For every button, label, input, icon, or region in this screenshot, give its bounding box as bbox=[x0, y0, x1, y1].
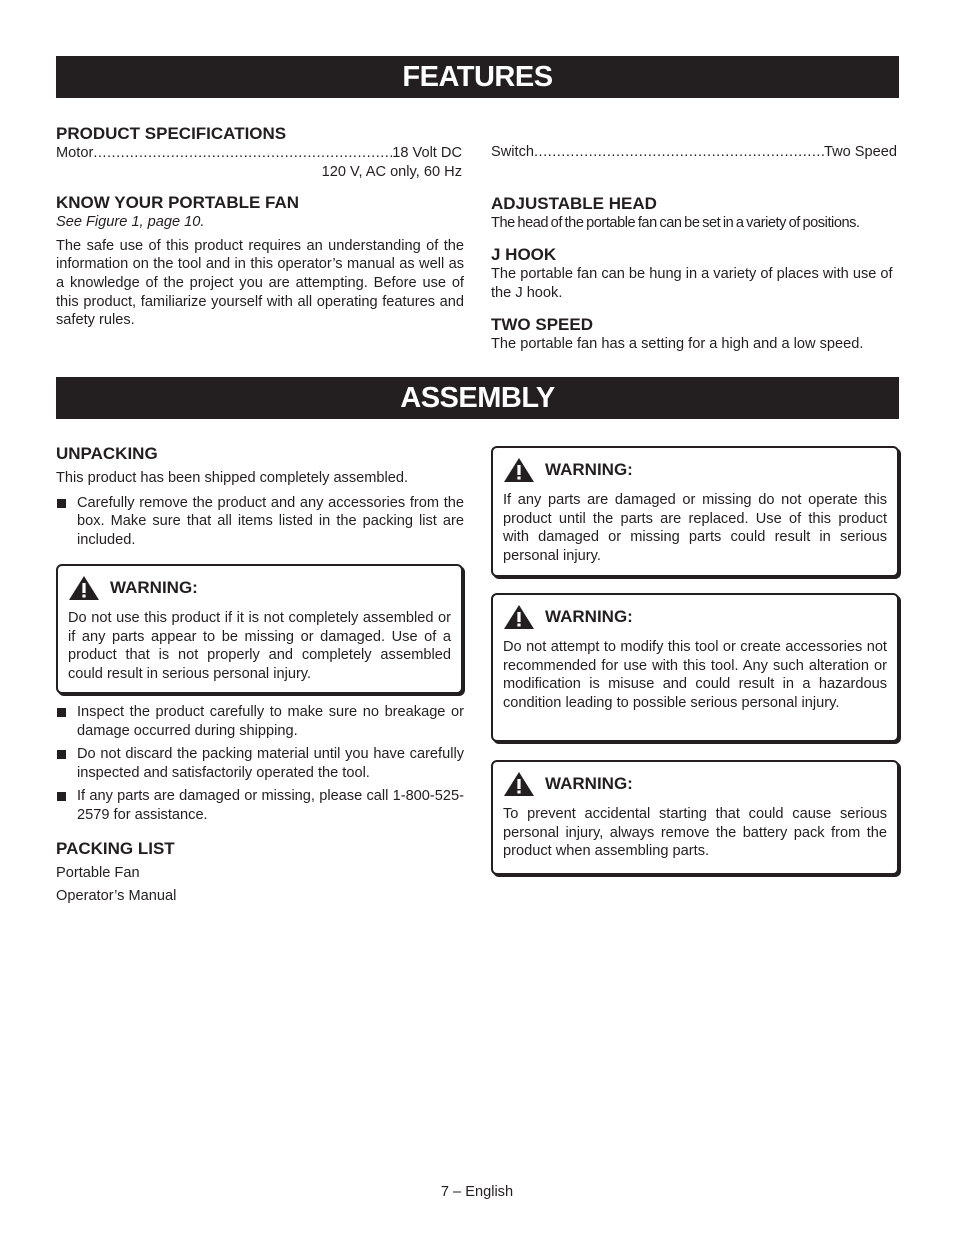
warning-box-right-2 bbox=[491, 593, 899, 742]
spec-motor-value-2: 120 V, AC only, 60 Hz bbox=[321, 163, 462, 180]
product-specifications-heading: PRODUCT SPECIFICATIONS bbox=[56, 124, 287, 143]
bullet-text: If any parts are damaged or missing, please call 1-800-525-2579 for assistance. bbox=[77, 788, 464, 823]
j-hook-body: The portable fan can be hung in a variety of places with use of the J hook. bbox=[491, 266, 893, 301]
figure-reference: See Figure 1, page 10. bbox=[56, 214, 205, 231]
warning-box-right-3 bbox=[491, 760, 899, 875]
page-footer: 7 – English bbox=[440, 1184, 514, 1200]
j-hook-heading: J HOOK bbox=[491, 245, 557, 265]
spec-motor-label: Motor bbox=[56, 145, 94, 161]
list-item bbox=[56, 703, 464, 740]
leader-dots bbox=[534, 143, 824, 162]
spec-row-switch bbox=[491, 143, 897, 162]
assembly-left-column-lower bbox=[56, 703, 464, 906]
features-banner: FEATURES bbox=[56, 56, 899, 98]
warning-triangle-icon bbox=[503, 457, 535, 483]
warning-label: WARNING: bbox=[110, 578, 198, 597]
spec-row-motor bbox=[56, 144, 462, 163]
assembly-left-column bbox=[56, 444, 464, 554]
warning-header bbox=[493, 603, 897, 631]
warning-text: To prevent accidental starting that could cause serious personal injury, always remove the battery pack from the product when assembling parts. bbox=[503, 806, 887, 860]
adjustable-head-body: The head of the portable fan can be set in a variety of positions. bbox=[491, 214, 860, 231]
warning-triangle-icon bbox=[503, 771, 535, 797]
list-item bbox=[56, 494, 464, 550]
warning-label: WARNING: bbox=[545, 774, 633, 793]
spec-switch-label: Switch bbox=[491, 144, 534, 160]
two-speed-heading: TWO SPEED bbox=[491, 315, 594, 335]
bullet-square-icon bbox=[57, 750, 66, 759]
warning-triangle-icon bbox=[503, 604, 535, 630]
unpacking-heading: UNPACKING bbox=[56, 444, 158, 463]
warning-triangle-icon bbox=[68, 575, 100, 601]
unpacking-bullets-2 bbox=[56, 703, 464, 825]
assembly-banner: ASSEMBLY bbox=[56, 377, 899, 419]
unpacking-bullets-1 bbox=[56, 494, 464, 550]
warning-label: WARNING: bbox=[545, 607, 633, 626]
bullet-text: Inspect the product carefully to make sure no breakage or damage occurred during shipping. bbox=[77, 704, 464, 739]
leader-dots bbox=[93, 144, 392, 163]
warning-label: WARNING: bbox=[545, 460, 633, 479]
bullet-text: Carefully remove the product and any accessories from the box. Make sure that all items listed in the packing list are included. bbox=[77, 494, 464, 548]
know-your-fan-body: The safe use of this product requires an understanding of the information on the tool and in this operator’s manual as well as a knowledge of the project you are attempting. Before use of this product, familiarize yourself with all operating features and safety rules. bbox=[56, 237, 464, 329]
warning-text: Do not attempt to modify this tool or create accessories not recommended for use with this tool. Any such alteration or modification is misuse and could result in a hazardous condition leading to possible serious personal injury. bbox=[503, 639, 887, 711]
bullet-square-icon bbox=[57, 792, 66, 801]
warning-header bbox=[493, 456, 897, 484]
two-speed-body: The portable fan has a setting for a high and a low speed. bbox=[491, 336, 864, 353]
unpacking-intro: This product has been shipped completely assembled. bbox=[56, 470, 409, 486]
features-left-column bbox=[56, 124, 464, 330]
warning-header bbox=[493, 770, 897, 798]
list-item bbox=[56, 787, 464, 824]
warning-text: Do not use this product if it is not completely assembled or if any parts appear to be missing or damaged. Use of a product that is not properly and completely assembled could result in serious personal injury. bbox=[68, 610, 451, 682]
adjustable-head-heading: ADJUSTABLE HEAD bbox=[491, 193, 657, 213]
features-right-column bbox=[491, 143, 899, 354]
bullet-square-icon bbox=[57, 708, 66, 717]
packing-list-item: Operator’s Manual bbox=[56, 888, 177, 905]
warning-box-left bbox=[56, 564, 463, 694]
warning-text: If any parts are damaged or missing do not operate this product until the parts are replaced. Use of this product with damaged or missing parts could result in serious personal injury. bbox=[503, 492, 887, 564]
spec-motor-value: 18 Volt DC bbox=[392, 145, 462, 161]
spec-switch-value: Two Speed bbox=[823, 144, 897, 160]
packing-list-item: Portable Fan bbox=[56, 864, 140, 881]
bullet-square-icon bbox=[57, 499, 66, 508]
list-item bbox=[56, 745, 464, 782]
know-your-fan-heading: KNOW YOUR PORTABLE FAN bbox=[56, 193, 300, 213]
packing-list-heading: PACKING LIST bbox=[56, 838, 175, 858]
warning-header bbox=[58, 574, 461, 602]
warning-box-right-1 bbox=[491, 446, 899, 577]
bullet-text: Do not discard the packing material until you have carefully inspected and satisfactorily operated the tool. bbox=[77, 746, 464, 781]
